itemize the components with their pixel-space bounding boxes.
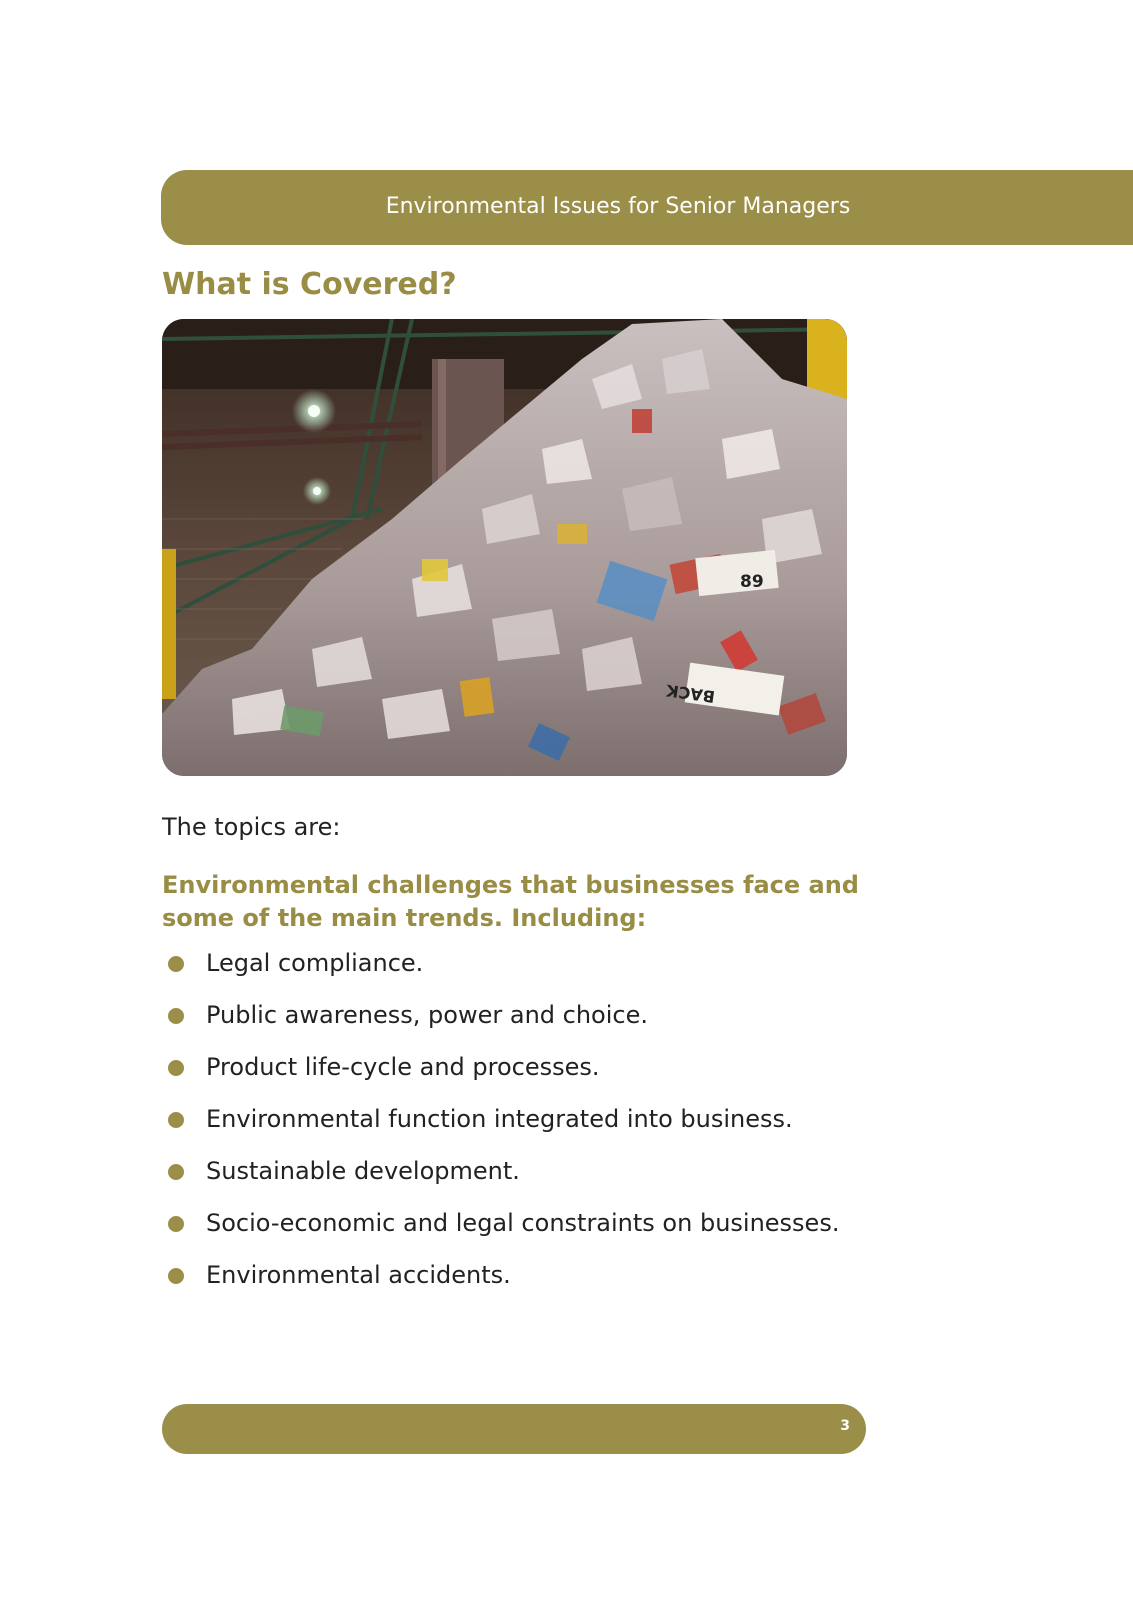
list-item-text: Sustainable development.: [206, 1157, 520, 1185]
topics-intro: The topics are:: [162, 813, 341, 841]
list-item-text: Product life-cycle and processes.: [206, 1053, 600, 1081]
newsprint-label: 89: [740, 572, 764, 592]
list-item-text: Public awareness, power and choice.: [206, 1001, 648, 1029]
footer-band: [162, 1404, 866, 1454]
document-title: Environmental Issues for Senior Managers: [385, 194, 851, 219]
list-item: [162, 1154, 839, 1206]
page-number: 3: [840, 1418, 850, 1434]
topics-subheading: Environmental challenges that businesses face and some of the main trends. Including:: [162, 871, 859, 932]
list-item-text: Environmental function integrated into business.: [206, 1105, 793, 1133]
section-heading: What is Covered?: [162, 267, 457, 302]
list-item: [162, 946, 839, 998]
topics-list: [162, 946, 839, 1310]
bullet-icon: [168, 1216, 184, 1232]
bullet-icon: [168, 1060, 184, 1076]
list-item-text: Legal compliance.: [206, 949, 424, 977]
recycling-paper-photo: [162, 319, 847, 776]
list-item: [162, 998, 839, 1050]
list-item-text: Environmental accidents.: [206, 1261, 511, 1289]
bullet-icon: [168, 956, 184, 972]
list-item-text: Socio-economic and legal constraints on businesses.: [206, 1209, 840, 1237]
list-item: [162, 1050, 839, 1102]
list-item: [162, 1102, 839, 1154]
bullet-icon: [168, 1112, 184, 1128]
bullet-icon: [168, 1008, 184, 1024]
bullet-icon: [168, 1164, 184, 1180]
list-item: [162, 1206, 839, 1258]
newsprint-label: BACK: [665, 680, 717, 707]
bullet-icon: [168, 1268, 184, 1284]
list-item: [162, 1258, 839, 1310]
